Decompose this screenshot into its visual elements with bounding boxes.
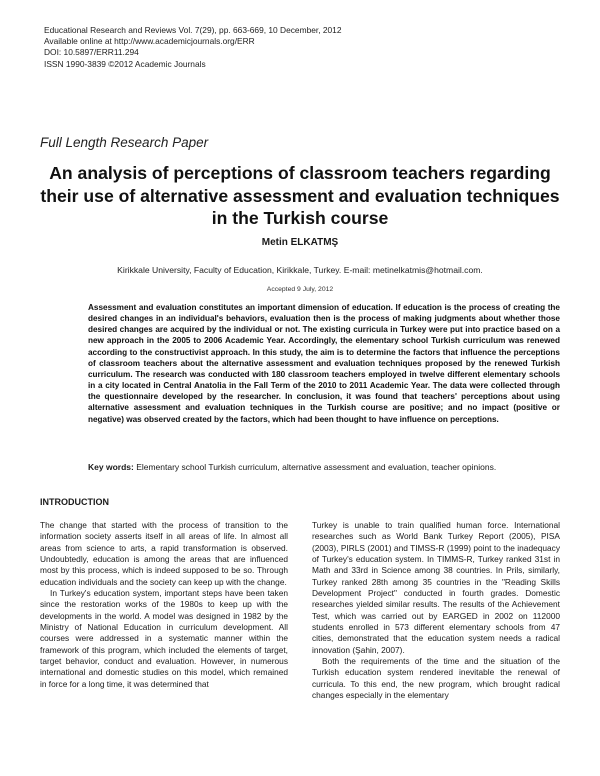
body-paragraph: Both the requirements of the time and the situation of the Turkish education system rendered inevitable the renewal of curricula. To this end, the new program, which brought radical changes especially in the elementary: [312, 656, 560, 701]
accepted-date: Accepted 9 July, 2012: [266, 286, 334, 293]
author-affiliation: Kirikkale University, Faculty of Education, Kirikkale, Turkey. E-mail: metinelkatmis@hotmail.com.: [117, 265, 483, 275]
keywords: [88, 462, 560, 473]
author-name: Metin ELKATMŞ: [261, 237, 339, 248]
body-paragraph: The change that started with the process of transition to the information society asserts itself in all areas of life. In almost all areas from science to arts, a rapid transformation is observed. Undoubtedly, education is among the areas that are influenced most by this process, which is indeed supposed to be so. Through education individuals and the society can keep up with the change.: [40, 520, 288, 587]
keywords-text: Elementary school Turkish curriculum, alternative assessment and evaluation, teacher opinions.: [133, 462, 497, 472]
section-heading-introduction: INTRODUCTION: [40, 497, 109, 507]
journal-url: Available online at http://www.academicjournals.org/ERR: [44, 36, 255, 47]
paper-title: An analysis of perceptions of classroom teachers regarding their use of alternative assessment and evaluation techniques in the Turkish course: [40, 163, 560, 228]
body-paragraph: Turkey is unable to train qualified human force. International researches such as World Bank Turkey Report (2005), PISA (2003), PIRLS (2001) and TIMSS-R (1999) point to the inadequacy of Turkey's education system. In TIMMS-R, Turkey ranked 31st in Math and 33rd in Science among 38 countries. In Prils, similarly, Turkey ranked 28th among 35 countries in the "Reading Skills Development Project" conducted in fourth grades. Domestic researches yielded similar results. The results of the Achievement Test, which was carried out by EARGED in 2002 on 112000 students enrolled in 573 different elementary schools from 47 cities, demonstrated that the education system needs a radical innovation (Şahin, 2007).: [312, 520, 560, 655]
abstract: Assessment and evaluation constitutes an important dimension of education. If education is the process of creating the desired changes in an individual's behaviors, evaluation then is the process of making judgments about whether those desired changes are acquired by the individual or not. The existing curricula in Turkey were put into practice based on a new approach in the 2005 to 2006 Academic Year. Accordingly, the elementary school Turkish curriculum was renewed according to the constructivist approach. In this study, the aim is to determine the factors that influence the perceptions of classroom teachers about the alternative assessment and evaluation techniques proposed by the renewed Turkish curriculum. The research was conducted with 180 classroom teachers employed in twelve different elementary schools in a city located in Central Anatolia in the Fall Term of the 2010 to 2011 Academic Year. The data were collected through the questionnaire developed by the researcher. In conclusion, it was found that teachers' perceptions about using alternative assessment and evaluation techniques in the Turkish course are positive; and no impact (positive or negative) was observed created by the factors, which had been thought to have influence on perceptions.: [88, 303, 560, 424]
journal-header: [44, 25, 564, 70]
keywords-label: Key words:: [88, 462, 134, 472]
body-column-left: [40, 520, 288, 690]
issn: ISSN 1990-3839 ©2012 Academic Journals: [44, 58, 206, 69]
body-column-right: [312, 520, 560, 702]
body-paragraph: In Turkey's education system, important steps have been taken since the restoration works of the 1980s to keep up with the developments in the world. A model was designed in 1982 by the Ministry of National Education in curriculum development. All courses were addressed in a systematic manner within the framework of this program, which included the elements of target, target behavior, conduct and evaluation. However, in numerous international and domestic studies on this model, which remained in force for a long time, it was determined that: [40, 588, 288, 689]
journal-citation: Educational Research and Reviews Vol. 7(29), pp. 663-669, 10 December, 2012: [44, 25, 342, 35]
paper-type: Full Length Research Paper: [40, 135, 209, 150]
doi: DOI: 10.5897/ERR11.294: [44, 47, 139, 58]
